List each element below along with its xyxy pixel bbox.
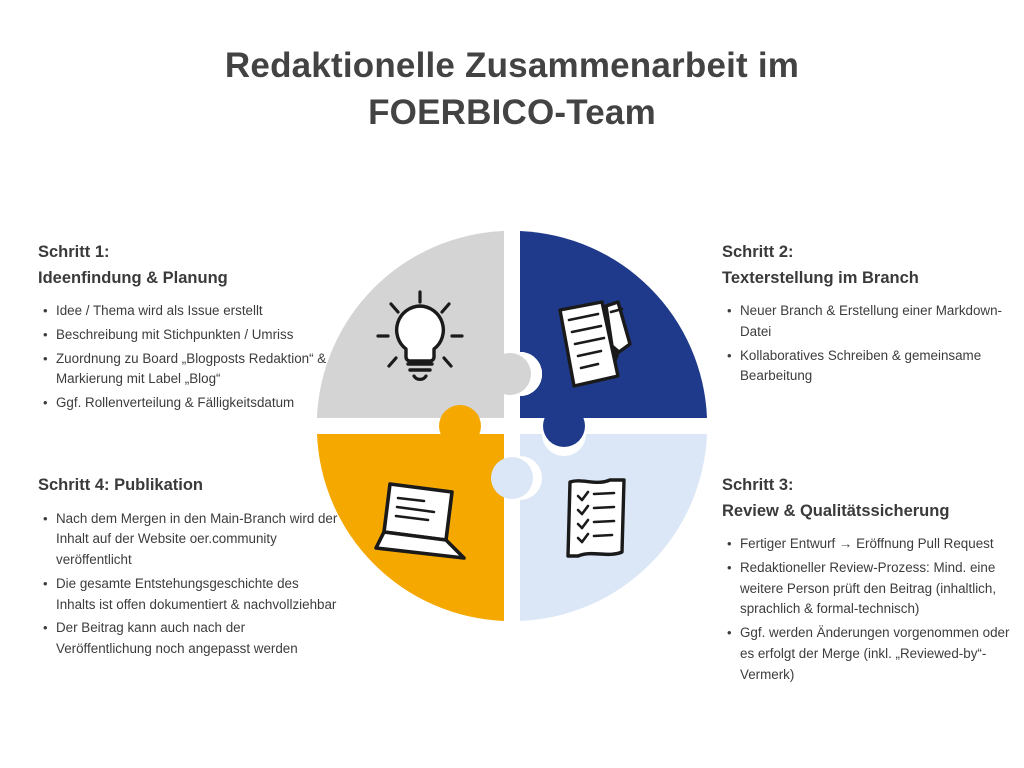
step-1-heading xyxy=(38,240,338,291)
page-title xyxy=(0,42,1024,137)
step-1-block xyxy=(38,240,338,417)
step-1-heading-line-2: Ideenfindung & Planung xyxy=(38,268,228,287)
step-3-heading-line-2: Review & Qualitätssicherung xyxy=(722,501,950,520)
step-4-bullet-list xyxy=(38,509,338,660)
list-item: • Idee / Thema wird als Issue erstellt xyxy=(56,301,338,322)
puzzle-knob-2 xyxy=(543,405,585,447)
step-3-heading-line-1: Schritt 3: xyxy=(722,476,794,494)
puzzle-knob-1 xyxy=(489,353,531,395)
list-item: • Beschreibung mit Stichpunkten / Umriss xyxy=(56,325,338,346)
step-3-block xyxy=(722,473,1024,688)
page-title-line-2: FOERBICO-Team xyxy=(368,93,656,133)
step-4-heading-line-1: Schritt 4: Publikation xyxy=(38,476,204,494)
step-2-bullet-list xyxy=(722,301,1022,387)
puzzle-knob-4 xyxy=(439,405,481,447)
list-item: • Kollaboratives Schreiben & gemeinsame Bearbeitung xyxy=(740,346,1022,388)
list-item: • Neuer Branch & Erstellung einer Markdown-Datei xyxy=(740,301,1022,343)
step-2-heading-line-1: Schritt 2: xyxy=(722,243,794,261)
list-item: • Der Beitrag kann auch nach der Veröffentlichung noch angepasst werden xyxy=(56,618,338,660)
step-2-heading-line-2: Texterstellung im Branch xyxy=(722,268,919,287)
step-1-heading-line-1: Schritt 1: xyxy=(38,243,110,261)
list-item: • Ggf. werden Änderungen vorgenommen oder es erfolgt der Merge (inkl. „Reviewed-by“-Vermerk) xyxy=(740,623,1024,685)
puzzle-knob-3 xyxy=(491,457,533,499)
list-item: • Fertiger Entwurf → Eröffnung Pull Request xyxy=(740,534,1024,555)
list-item: • Nach dem Mergen in den Main-Branch wird der Inhalt auf der Website oer.community veröffentlicht xyxy=(56,509,338,571)
step-3-bullet-list xyxy=(722,534,1024,685)
step-1-bullet-list xyxy=(38,301,338,414)
page-title-line-1: Redaktionelle Zusammenarbeit im xyxy=(224,46,800,85)
list-item: • Zuordnung zu Board „Blogposts Redaktion“ & Markierung mit Label „Blog“ xyxy=(56,349,338,391)
step-4-block xyxy=(38,473,338,663)
step-3-heading xyxy=(722,473,1024,524)
list-item: • Die gesamte Entstehungsgeschichte des Inhalts ist offen dokumentiert & nachvollziehbar xyxy=(56,574,338,616)
list-item: • Ggf. Rollenverteilung & Fälligkeitsdatum xyxy=(56,393,338,414)
puzzle-diagram xyxy=(314,228,710,624)
step-4-heading xyxy=(38,473,338,499)
list-item: • Redaktioneller Review-Prozess: Mind. eine weitere Person prüft den Beitrag (inhaltlich, sprachlich & formal-technisch) xyxy=(740,558,1024,620)
step-2-heading xyxy=(722,240,1022,291)
checklist-document-icon xyxy=(568,480,624,556)
step-2-block xyxy=(722,240,1022,390)
